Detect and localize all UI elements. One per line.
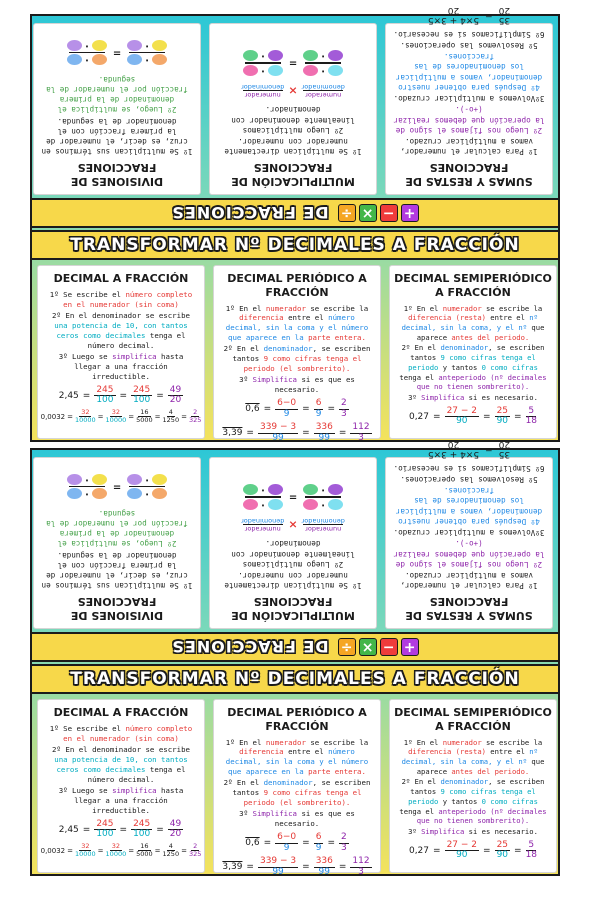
division-step-2: 2º Luego, se multiplica el denominador de la primera fracción por el numerador de la segunda. <box>46 74 188 115</box>
division-step-1: 1º Se multiplican sus términos en cruz, es decir, el numerador de la primera fracción con el denominador de la segunda. <box>41 550 193 591</box>
decimal-example-2: 0,0032 = $\frac{32}{10000}$ = $\frac{32}{10000}$ = $\frac{16}{5000}$ = $\frac{4}{1250}$ = $\frac{2}{325}$ <box>40 842 202 859</box>
plus-icon: + <box>401 204 419 222</box>
operations-half <box>32 439 558 664</box>
sumas-card <box>386 5 552 194</box>
sumas-card <box>386 439 552 628</box>
multiplicacion-card <box>210 458 376 628</box>
decimal-example-2: 0,0032 = $\frac{32}{10000}$ = $\frac{32}{10000}$ = $\frac{16}{5000}$ = $\frac{4}{1250}$ = $\frac{2}{325}$ <box>40 408 202 425</box>
sumas-step-6: 6º Simplificamos si es necesario. <box>393 463 545 473</box>
decimal-banner-title: TRANSFORMAR Nº DECIMALES A FRACCIÓN <box>70 235 520 255</box>
sumas-step-4: 4º Después para obtener nuestro denominador, vamos a multiplicar los denominadores de las fracciones. <box>395 486 543 526</box>
decimal-banner <box>32 230 558 260</box>
sumas-title: SUMAS Y RESTAS DE FRACCIONES <box>405 161 533 188</box>
sumas-step-5: 5º Resolvemos las operaciones. <box>400 475 538 484</box>
divide-icon: ÷ <box>338 204 356 222</box>
multiplicacion-card <box>210 24 376 194</box>
multiplicacion-title: MULTIPLICACIÓN DE FRACCIONES <box>231 161 355 188</box>
sumas-example: 35 20 = 5×4 + 3×5 20 <box>427 439 511 460</box>
division-card <box>34 458 200 628</box>
periodico-card: DECIMAL PERIÓDICO A FRACCIÓN 1º En el numerador se escribe la diferencia entre el número decimal, sin la coma y el número que aparece en la parte entera. 2º En el denominador, se escriben tantos 9 como cifras tenga el periodo (el sombrerito). 3º Simplifica si es que es necesario. 0,6 = $\frac{6-0}{9}$ = $\frac{6}{9}$ = $\frac{2}{3}$ 3,39 = $\frac{339 - 3}{99}$ = $\frac{336}{99}$ = $\frac{112}{3}$ <box>214 700 380 872</box>
decimals-half <box>32 230 558 444</box>
sumas-step-1: 1º Para calcular el numerador, vamos a multiplicar cruzado. <box>400 137 538 157</box>
semiperiodico-title: DECIMAL SEMIPERIÓDICO A FRACCIÓN <box>394 272 552 299</box>
division-dots: · · = · · <box>34 40 200 66</box>
multiplicacion-step-1: 1º Se multiplican directamente numerador con numerador. <box>224 571 362 591</box>
fractions-banner <box>32 632 558 662</box>
minus-icon: − <box>380 638 398 656</box>
semiperiodico-card: DECIMAL SEMIPERIÓDICO A FRACCIÓN 1º En el numerador se escribe la diferencia (resta) entre el nº decimal, sin la coma, y el nº que aparece antes del periodo. 2º En el denominador, se escriben tantos 9 como cifras tenga el periodo y tantos 0 como cifras tenga el anteperiodo (nº decimales que no tienen sombrerito). 3º Simplifica si es necesario. 0,27 = $\frac{27 - 2}{90}$ = $\frac{25}{90}$ = $\frac{5}{18}$ <box>390 700 556 872</box>
divide-icon: ÷ <box>338 638 356 656</box>
division-title: DIVISIONES DE FRACCIONES <box>70 161 164 188</box>
semiperiodico-example-1: 0,27 = $\frac{27 - 2}{90}$ = $\frac{25}{90}$ = $\frac{5}{18}$ <box>408 839 538 861</box>
decimal-banner <box>32 664 558 694</box>
multiplicacion-step-2: 2º Luego multiplicamos linealmente denominador con denominador. <box>231 539 355 569</box>
multiplicacion-dots: · · = · · <box>210 484 376 510</box>
sumas-step-1: 1º Para calcular el numerador, vamos a multiplicar cruzado. <box>400 571 538 591</box>
semiperiodico-example-1: 0,27 = $\frac{27 - 2}{90}$ = $\frac{25}{90}$ = $\frac{5}{18}$ <box>408 405 538 427</box>
plus-icon: + <box>401 638 419 656</box>
periodico-example-1: 0,6 = $\frac{6-0}{9}$ = $\frac{6}{9}$ = $\frac{2}{3}$ <box>245 832 347 853</box>
multiplicacion-diagram: numerador denominador × numerador denominador <box>241 83 345 100</box>
times-icon: × <box>359 204 377 222</box>
division-dots: · · = · · <box>34 474 200 500</box>
division-title: DIVISIONES DE FRACCIONES <box>70 595 164 622</box>
worksheet-sheet-2 <box>30 439 560 877</box>
multiplicacion-dots: · · = · · <box>210 50 376 76</box>
multiplicacion-title: MULTIPLICACIÓN DE FRACCIONES <box>231 595 355 622</box>
division-step-2: 2º Luego, se multiplica el denominador de la primera fracción por el numerador de la segunda. <box>46 508 188 549</box>
sumas-step-3: 3ºVolvemos a multiplicar cruzado. <box>393 528 545 538</box>
minus-icon: − <box>380 204 398 222</box>
sumas-step-5: 5º Resolvemos las operaciones. <box>400 41 538 50</box>
sumas-step-3: 3ºVolvemos a multiplicar cruzado. <box>393 94 545 104</box>
fractions-banner-title: DE FRACCIONES <box>171 637 329 657</box>
semiperiodico-title: DECIMAL SEMIPERIÓDICO A FRACCIÓN <box>394 706 552 733</box>
decimal-example-1: 2,45 = $\frac{245}{100}$ = $\frac{245}{100}$ = $\frac{49}{20}$ <box>58 384 182 406</box>
decimal-title: DECIMAL A FRACCIÓN <box>53 272 189 285</box>
decimal-example-1: 2,45 = $\frac{245}{100}$ = $\frac{245}{100}$ = $\frac{49}{20}$ <box>58 818 182 840</box>
division-card <box>34 24 200 194</box>
multiplicacion-diagram: numerador denominador × numerador denominador <box>241 517 345 534</box>
semiperiodico-card: DECIMAL SEMIPERIÓDICO A FRACCIÓN 1º En el numerador se escribe la diferencia (resta) entre el nº decimal, sin la coma, y el nº que aparece antes del periodo. 2º En el denominador, se escriben tantos 9 como cifras tenga el periodo y tantos 0 como cifras tenga el anteperiodo (nº decimales que no tienen sombrerito). 3º Simplifica si es necesario. 0,27 = $\frac{27 - 2}{90}$ = $\frac{25}{90}$ = $\frac{5}{18}$ <box>390 266 556 438</box>
periodico-title: DECIMAL PERIÓDICO A FRACCIÓN <box>227 272 367 299</box>
sumas-step-6: 6º Simplificamos si es necesario. <box>393 29 545 39</box>
fractions-banner <box>32 198 558 228</box>
times-icon: × <box>359 638 377 656</box>
division-step-1: 1º Se multiplican sus términos en cruz, es decir, el numerador de la primera fracción con el denominador de la segunda. <box>41 116 193 157</box>
operations-half <box>32 5 558 230</box>
multiplicacion-step-2: 2º Luego multiplicamos linealmente denominador con denominador. <box>231 105 355 135</box>
periodico-card: DECIMAL PERIÓDICO A FRACCIÓN 1º En el numerador se escribe la diferencia entre el número decimal, sin la coma y el número que aparece en la parte entera. 2º En el denominador, se escriben tantos 9 como cifras tenga el periodo (el sombrerito). 3º Simplifica si es que es necesario. 0,6 = $\frac{6-0}{9}$ = $\frac{6}{9}$ = $\frac{2}{3}$ 3,39 = $\frac{339 - 3}{99}$ = $\frac{336}{99}$ = $\frac{112}{3}$ <box>214 266 380 438</box>
worksheet-sheet-1 <box>30 5 560 443</box>
periodico-example-2: 3,39 = $\frac{339 - 3}{99}$ = $\frac{336}{99}$ = $\frac{112}{3}$ <box>222 856 370 877</box>
decimals-half <box>32 664 558 878</box>
multiplicacion-step-1: 1º Se multiplican directamente numerador con numerador. <box>224 137 362 157</box>
periodico-title: DECIMAL PERIÓDICO A FRACCIÓN <box>227 706 367 733</box>
decimal-card: DECIMAL A FRACCIÓN 1º Se escribe el número completo en el numerador (sin coma) 2º En el denominador se escribe una potencia de 10, con tantos ceros como decimales tenga el número decimal. 3º Luego se simplifica hasta llegar a una fracción irreductible. 2,45 = $\frac{245}{100}$ = $\frac{245}{100}$ = $\frac{49}{20}$ 0,0032 = $\frac{32}{10000}$ = $\frac{32}{10000}$ = $\frac{16}{5000}$ = $\frac{4}{1250}$ = $\frac{2}{325}$ <box>38 700 204 872</box>
sumas-title: SUMAS Y RESTAS DE FRACCIONES <box>405 595 533 622</box>
decimal-title: DECIMAL A FRACCIÓN <box>53 706 189 719</box>
sumas-example: 35 20 = 5×4 + 3×5 20 <box>427 5 511 26</box>
decimal-card: DECIMAL A FRACCIÓN 1º Se escribe el número completo en el numerador (sin coma) 2º En el denominador se escribe una potencia de 10, con tantos ceros como decimales tenga el número decimal. 3º Luego se simplifica hasta llegar a una fracción irreductible. 2,45 = $\frac{245}{100}$ = $\frac{245}{100}$ = $\frac{49}{20}$ 0,0032 = $\frac{32}{10000}$ = $\frac{32}{10000}$ = $\frac{16}{5000}$ = $\frac{4}{1250}$ = $\frac{2}{325}$ <box>38 266 204 438</box>
periodico-example-1: 0,6 = $\frac{6-0}{9}$ = $\frac{6}{9}$ = $\frac{2}{3}$ <box>245 398 347 419</box>
sumas-step-2: 2º Luego nos fijamos el signo de la operación que debemos realizar (+o-). <box>393 539 545 569</box>
fractions-banner-title: DE FRACCIONES <box>171 203 329 223</box>
decimal-banner-title: TRANSFORMAR Nº DECIMALES A FRACCIÓN <box>70 669 520 689</box>
sumas-step-4: 4º Después para obtener nuestro denominador, vamos a multiplicar los denominadores de las fracciones. <box>395 52 543 92</box>
periodico-example-2: 3,39 = $\frac{339 - 3}{99}$ = $\frac{336}{99}$ = $\frac{112}{3}$ <box>222 422 370 443</box>
sumas-step-2: 2º Luego nos fijamos el signo de la operación que debemos realizar (+o-). <box>393 105 545 135</box>
